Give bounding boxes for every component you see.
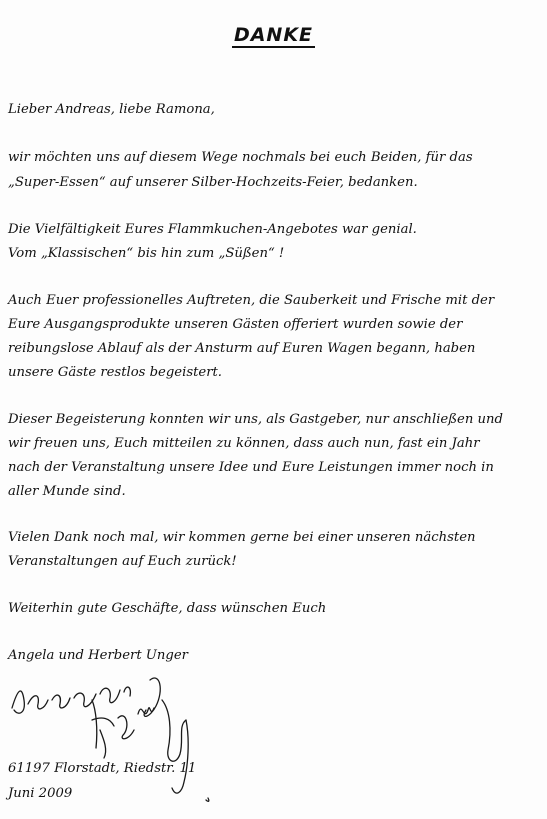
sender-address: 61197 Florstadt, Riedstr. 11 — [8, 761, 197, 776]
paragraph-3-line-3: reibungslose Ablauf als der Ansturm auf Euren Wagen begann, haben — [8, 341, 476, 356]
paragraph-1-line-2: „Super-Essen“ auf unserer Silber-Hochzeits-Feier, bedanken. — [8, 175, 418, 190]
signer-names: Angela und Herbert Unger — [8, 648, 188, 663]
paragraph-1-line-1: wir möchten uns auf diesem Wege nochmals bei euch Beiden, für das — [8, 150, 473, 165]
letter-date: Juni 2009 — [8, 786, 73, 801]
paragraph-2-line-1: Die Vielfältigkeit Eures Flammkuchen-Angebotes war genial. — [8, 222, 417, 237]
paragraph-3-line-4: unsere Gäste restlos begeistert. — [8, 365, 222, 380]
paragraph-2-line-2: Vom „Klassischen“ bis hin zum „Süßen“ ! — [8, 246, 285, 261]
paragraph-4-line-1: Dieser Begeisterung konnten wir uns, als Gastgeber, nur anschließen und — [8, 412, 503, 427]
letter-title: DANKE — [233, 24, 314, 46]
handwritten-signature — [0, 670, 547, 810]
closing-line: Weiterhin gute Geschäfte, dass wünschen Euch — [8, 601, 327, 616]
paragraph-4-line-2: wir freuen uns, Euch mitteilen zu können, dass auch nun, fast ein Jahr — [8, 436, 480, 451]
paragraph-5-line-1: Vielen Dank noch mal, wir kommen gerne bei einer unseren nächsten — [8, 530, 476, 545]
paragraph-4-line-3: nach der Veranstaltung unsere Idee und Eure Leistungen immer noch in — [8, 460, 494, 475]
paragraph-3-line-1: Auch Euer professionelles Auftreten, die Sauberkeit und Frische mit der — [8, 293, 495, 308]
salutation: Lieber Andreas, liebe Ramona, — [8, 102, 215, 117]
paragraph-3-line-2: Eure Ausgangsprodukte unseren Gästen offeriert wurden sowie der — [8, 317, 463, 332]
paragraph-5-line-2: Veranstaltungen auf Euch zurück! — [8, 554, 237, 569]
paragraph-4-line-4: aller Munde sind. — [8, 484, 126, 499]
